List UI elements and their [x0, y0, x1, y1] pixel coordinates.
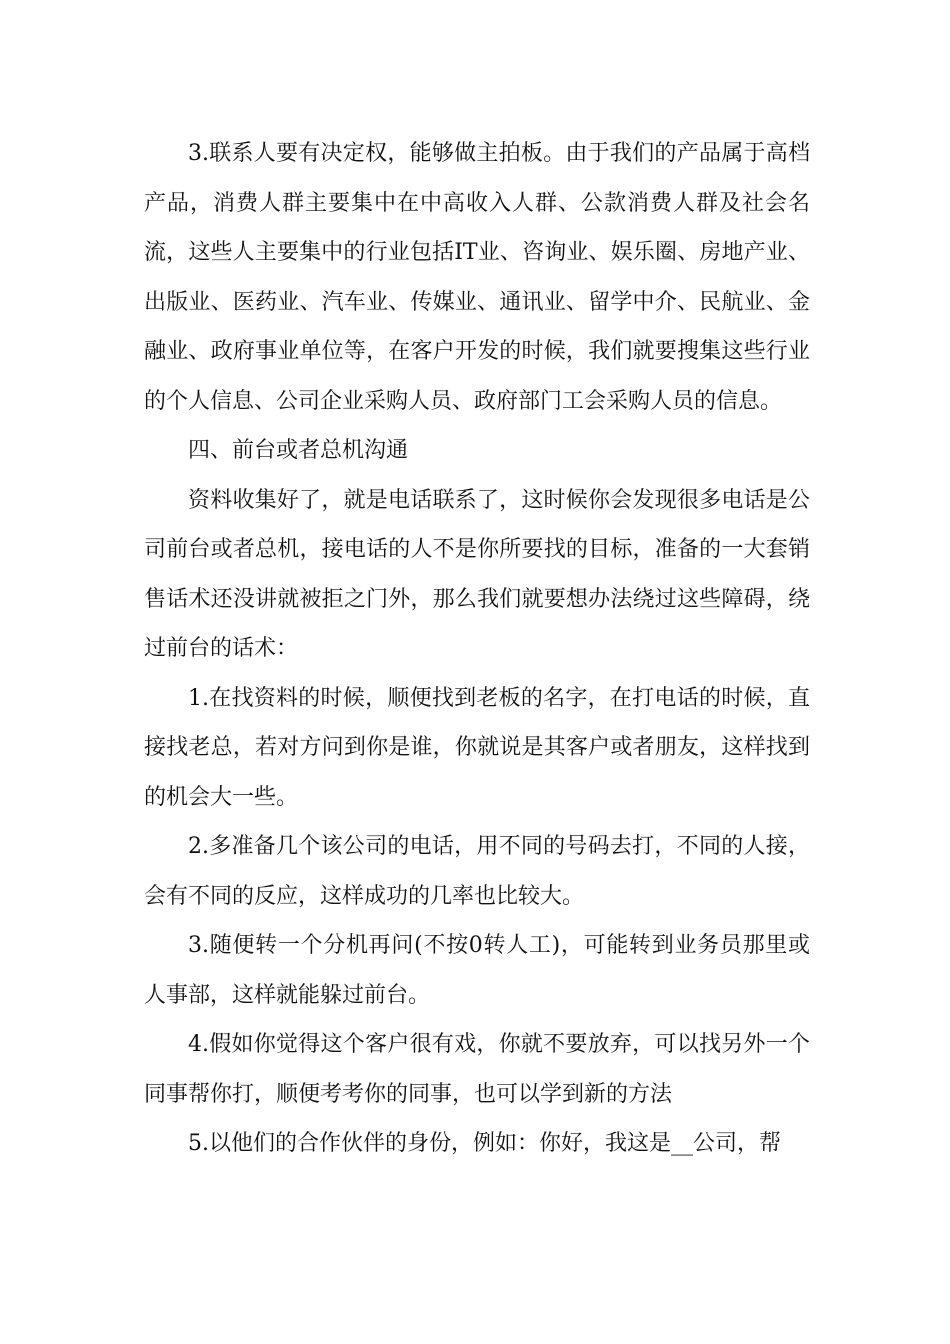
document-body: [144, 129, 810, 1169]
paragraph-tip-3: 3.随便转一个分机再问(不按0转人工)，可能转到业务员那里或人事部，这样就能躲过前台。: [144, 933, 810, 1008]
section-heading-reception-switchboard: 四、前台或者总机沟通: [188, 438, 409, 463]
paragraph-tip-1: 1.在找资料的时候，顺便找到老板的名字，在打电话的时候，直接找老总，若对方问到你是谁，你就说是其客户或者朋友，这样找到的机会大一些。: [144, 685, 810, 810]
paragraph-tip-5: 5.以他们的合作伙伴的身份，例如：你好，我这是__公司，帮: [188, 1131, 781, 1156]
paragraph-contact-decision-maker: 3.联系人要有决定权，能够做主拍板。由于我们的产品属于高档产品，消费人群主要集中在中高收入人群、公款消费人群及社会名流，这些人主要集中的行业包括IT业、咨询业、娱乐圈、房地产业、出版业、医药业、汽车业、传媒业、通讯业、留学中介、民航业、金融业、政府事业单位等，在客户开发的时候，我们就要搜集这些行业的个人信息、公司企业采购人员、政府部门工会采购人员的信息。: [144, 141, 810, 414]
paragraph-phone-contact-intro: 资料收集好了，就是电话联系了，这时候你会发现很多电话是公司前台或者总机，接电话的人不是你所要找的目标，准备的一大套销售话术还没讲就被拒之门外，那么我们就要想办法绕过这些障碍，绕过前台的话术：: [144, 487, 810, 661]
paragraph-tip-4: 4.假如你觉得这个客户很有戏，你就不要放弃，可以找另外一个同事帮你打，顺便考考你的同事，也可以学到新的方法: [144, 1032, 810, 1107]
paragraph-tip-2: 2.多准备几个该公司的电话，用不同的号码去打，不同的人接，会有不同的反应，这样成功的几率也比较大。: [144, 834, 810, 909]
